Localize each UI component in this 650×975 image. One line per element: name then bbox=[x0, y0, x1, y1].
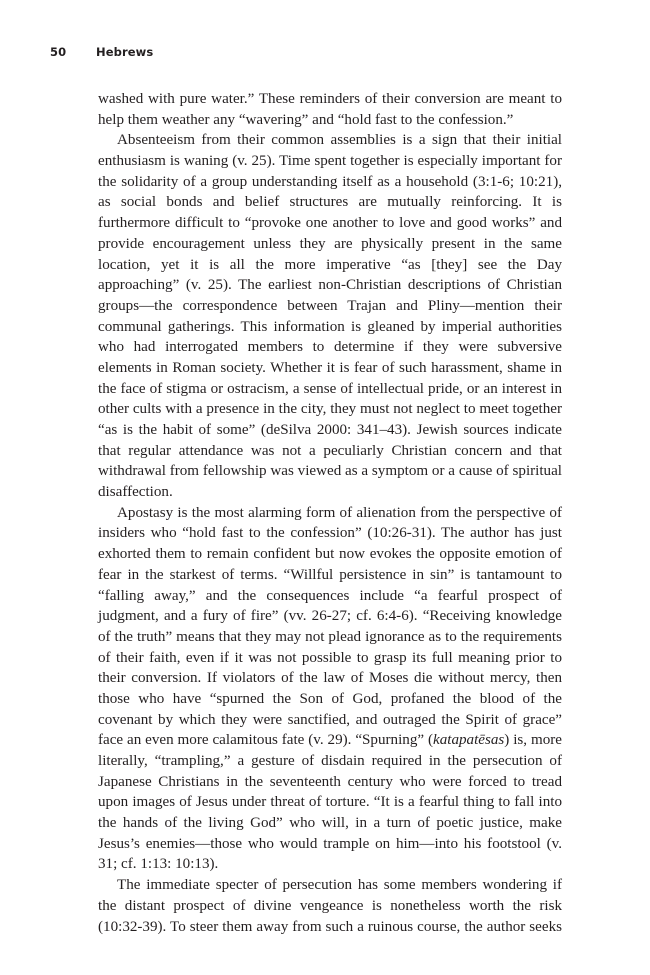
paragraph-4-text: The immediate specter of persecution has some members wondering if the distant prospect of divine vengeance is nonetheless worth the risk (10:32-39). To steer them away from such a ruinous course, the author seeks bbox=[98, 877, 562, 935]
paragraph-3-text-before: Apostasy is the most alarming form of alienation from the perspective of insiders who “hold fast to the confession” (10:26-31). The author has just exhorted them to remain confident but now evokes the opposite emotion of fear in the starkest of terms. “Willful persistence in sin” is tantamount to “falling away,” and the consequences include “a fearful prospect of judgment, and a fury of fire” (vv. 26-27; cf. 6:4-6). “Receiving knowledge of the truth” means that they may not plead ignorance as to the requirements of their faith, even if it was not possible to grasp its full meaning prior to their conversion. If violators of the law of Moses die without mercy, then those who have “spurned the Son of God, profaned the blood of the covenant by which they were sanctified, and outraged the Spirit of grace” face an even more calamitous fate (v. 29). “Spurning” ( bbox=[98, 504, 562, 749]
paragraph-3 bbox=[98, 503, 562, 875]
paragraph-1 bbox=[98, 89, 562, 130]
paragraph-4 bbox=[98, 875, 562, 937]
paragraph-2-text: Absenteeism from their common assemblies is a sign that their initial enthusiasm is waning (v. 25). Time spent together is especially important for the solidarity of a group understanding itself as a household (3:1-6; 10:21), as social bonds and belief structures are mutually reinforcing. It is furthermore difficult to “provoke one another to love and good works” and provide encouragement unless they are physically present in the same location, yet it is all the more imperative “as [they] see the Day approaching” (v. 25). The earliest non-Christian descriptions of Christian groups—the correspondence between Trajan and Pliny—mention their communal gatherings. This information is gleaned by imperial authorities who had interrogated members to determine if they were subversive elements in Roman society. Whether it is fear of such harassment, shame in the face of stigma or ostracism, a sense of intellectual pride, or an interest in other cults with a presence in the city, they must not neglect to meet together “as is the habit of some” (deSilva 2000: 341–43). Jewish sources indicate that regular attendance was not a peculiarly Christian concern and that withdrawal from fellowship was viewed as a symptom or a cause of spiritual disaffection. bbox=[98, 132, 562, 501]
page-number: 50 bbox=[50, 45, 67, 59]
paragraph-2 bbox=[98, 130, 562, 502]
body-text bbox=[98, 89, 562, 937]
paragraph-3-greek-term: katapatēsas bbox=[433, 732, 505, 749]
running-title: Hebrews bbox=[96, 45, 154, 59]
paragraph-1-text: washed with pure water.” These reminders of their conversion are meant to help them weather any “wavering” and “hold fast to the confession.” bbox=[98, 91, 562, 128]
running-head bbox=[50, 45, 153, 59]
paragraph-3-text-after: ) is, more literally, “trampling,” a gesture of disdain required in the persecution of Japanese Christians in the seventeenth century who were forced to tread upon images of Jesus under threat of torture. “It is a fearful thing to fall into the hands of the living God” who will, in a turn of poetic justice, make Jesus’s enemies—those who would trample on him—into his footstool (v. 31; cf. 1:13: 10:13). bbox=[98, 732, 562, 873]
